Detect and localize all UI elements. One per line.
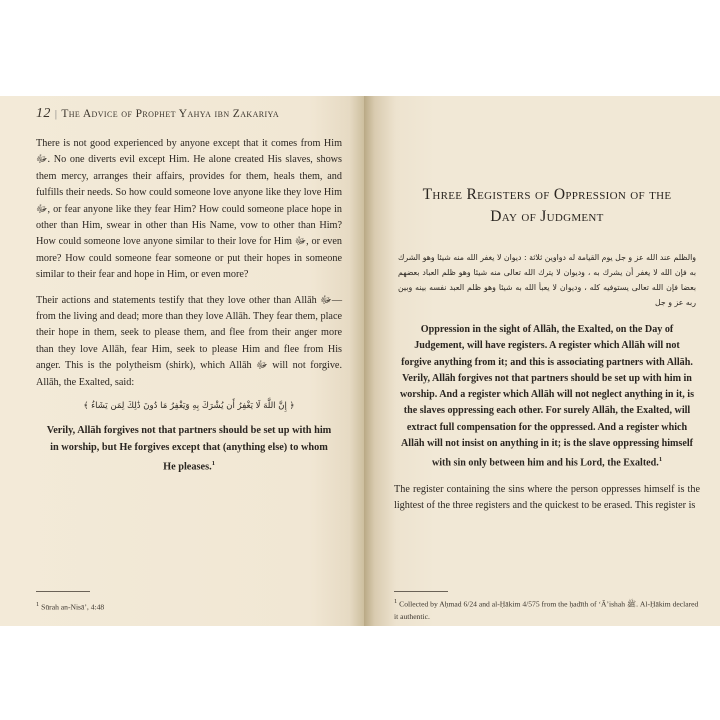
hadith-arabic: والظلم عند الله عز و جل يوم القيامة له دواوين ثلاثة : ديوان لا يغفر الله منه شيئا وهو الشرك به فإن الله لا يغفر أن يشرك به ، وديوان لا يترك الله تعالى منه شيئا وهو ظلم العباد بعضهم بعضا فإن الله تعالى يستوفيه كله ، وديوان لا يعبأ الله به شيئا وهو ظلم العبد نفسه بينه وبين ربه عز و جل bbox=[398, 253, 696, 307]
running-head-separator: | bbox=[54, 109, 58, 120]
ayah-translation bbox=[46, 423, 332, 476]
footnote-reference: 1 bbox=[658, 456, 663, 464]
footnote-text: Collected by Aḥmad 6/24 and al-Ḥākim 4/575 from the ḥadīth of ‘Ā’ishah ﷺ. Al-Ḥākim declared it authentic. bbox=[394, 600, 699, 621]
page-number: 12 bbox=[36, 106, 51, 121]
ayah-translation-text: Verily, Allāh forgives not that partners should be set up with him in worship, but He forgives except that (anything else) to whom He pleases. bbox=[46, 425, 332, 473]
running-head bbox=[36, 106, 342, 122]
footnote-divider bbox=[394, 591, 448, 592]
chapter-title-line-2: Day of Judgment bbox=[490, 208, 604, 225]
hadith-translation bbox=[398, 322, 696, 472]
footnote bbox=[394, 596, 700, 622]
footnote-reference: 1 bbox=[211, 460, 215, 468]
footnote-text: Sūrah an-Nisā’, 4:48 bbox=[41, 603, 105, 612]
footnote bbox=[36, 601, 104, 612]
paragraph: There is not good experienced by anyone except that it comes from Him ﷻ. No one diverts evil except Him. He alone created His slaves, shows them mercy, arranges their affairs, provides for them, heals them, and fulfills their needs. So how could someone love anyone like they love Him ﷻ, or fear anyone like they fear Him? How could someone place hope in other than Him, swear in other than His Name, vow to other than Him? How could someone love anyone similar to their love for Him ﷻ, or even more? How could someone fear someone or put their hopes in someone similar to their fear and hope in Him, or even more? bbox=[36, 138, 343, 281]
quran-ayah-arabic: ﴿ إِنَّ اللَّهَ لَا يَغْفِرُ أَن يُشْرَكَ بِهِ وَيَغْفِرُ مَا دُونَ ذَٰلِكَ لِمَن يَشَاءُ ﴾ bbox=[83, 401, 295, 412]
running-title: The Advice of Prophet Yahya ibn Zakariya bbox=[61, 108, 280, 120]
left-page bbox=[0, 96, 364, 626]
book-spread bbox=[0, 96, 720, 626]
chapter-title bbox=[394, 184, 700, 228]
footnote-marker: 1 bbox=[36, 601, 40, 609]
paragraph: Their actions and statements testify that they love other than Allāh ﷻ—from the living and dead; more than they love Allāh. They fear them, place their hope in them, seek to please them, and flee from their anger more than they love Allāh, fear Him, seek to please Him and flee from His anger. This is the polytheism (shirk), which Allāh ﷻ will not forgive. Allāh, the Exalted, said: bbox=[36, 294, 342, 388]
footnote-divider bbox=[36, 591, 90, 592]
chapter-title-line-1: Three Registers of Oppression of the bbox=[422, 186, 672, 203]
right-page bbox=[364, 96, 720, 626]
hadith-translation-text: Oppression in the sight of Allāh, the Exalted, on the Day of Judgement, will have registers. A register which Allāh will not forgive anything from it; and this is associating partners with Allāh. Verily, Allāh forgives not that partners should be set up with him in worship. And a register which Allāh will not neglect anything in it, is the slaves oppressing each other. For surely Allāh, the Exalted, will extract full compensation for the oppressed. And a register which Allāh will not insist on anything in it; is the slave oppressing himself with sin only between him and his Lord, the Exalted. bbox=[399, 324, 695, 469]
paragraph: The register containing the sins where the person oppresses himself is the lightest of the three registers and the quickest to be erased. This register is bbox=[394, 484, 700, 512]
footnote-marker: 1 bbox=[394, 598, 398, 606]
